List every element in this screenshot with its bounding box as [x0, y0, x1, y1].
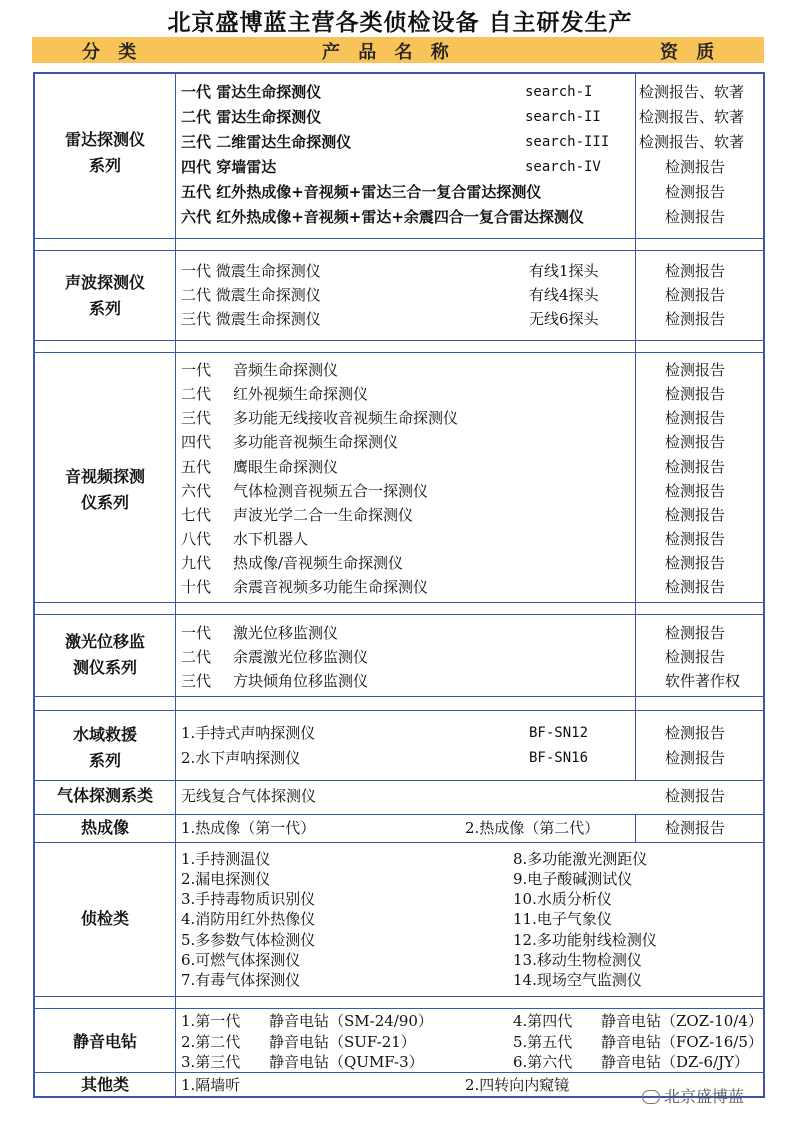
product-model: 有线4探头: [529, 286, 599, 304]
product-name: 三代 微震生命探测仪: [181, 310, 321, 328]
drill-name: 静音电钻（ZOZ-10/4）: [601, 1012, 763, 1030]
page-title: 北京盛博蓝主营各类侦检设备 自主研发生产: [167, 10, 633, 36]
drill-generation: 6.第六代: [513, 1053, 573, 1071]
product-name: 2.热成像（第二代）: [465, 819, 600, 837]
product-name: 三代 二维雷达生命探测仪: [181, 133, 352, 151]
product-model: BF-SN16: [529, 750, 589, 766]
list-item: 7.有毒气体探测仪: [181, 971, 301, 989]
header-product: 产 品 名 称: [322, 42, 455, 63]
list-item: 3.手持毒物质识别仪: [181, 890, 316, 908]
column-divider: [635, 74, 636, 780]
row-divider: [35, 696, 763, 697]
product-name: 1.热成像（第一代）: [181, 819, 316, 837]
product-name: 1.隔墙听: [181, 1076, 241, 1094]
product-qualification: 检测报告: [665, 482, 726, 500]
category-audio-video: 音视频探测 仪系列: [64, 467, 145, 512]
list-item: 9.电子酸碱测试仪: [513, 870, 633, 888]
category-gas: 气体探测系类: [56, 786, 153, 805]
drill-name: 静音电钻（SUF-21）: [269, 1033, 416, 1051]
product-model: BF-SN12: [529, 725, 589, 741]
product-generation: 六代: [181, 482, 212, 500]
product-qualification: 检测报告: [665, 554, 726, 572]
category-acoustic: 声波探测仪 系列: [64, 273, 145, 318]
row-divider: [35, 602, 763, 603]
product-qualification: 检测报告: [665, 208, 726, 226]
drill-generation: 2.第二代: [181, 1033, 241, 1051]
category-laser: 激光位移监 测仪系列: [64, 632, 145, 677]
product-generation: 八代: [181, 530, 212, 548]
table-header: [32, 37, 764, 63]
product-name: 一代 微震生命探测仪: [181, 262, 321, 280]
row-divider: [35, 614, 763, 615]
list-item: 1.手持测温仪: [181, 850, 271, 868]
product-name: 水下机器人: [233, 530, 309, 548]
product-generation: 一代: [181, 361, 212, 379]
product-qualification: 检测报告: [665, 409, 726, 427]
product-generation: 十代: [181, 578, 212, 596]
column-divider: [635, 814, 636, 842]
product-qualification: 检测报告: [665, 385, 726, 403]
product-qualification: 检测报告: [665, 819, 726, 837]
category-water-rescue: 水域救援 系列: [72, 725, 137, 770]
list-item: 11.电子气象仪: [513, 910, 612, 928]
list-item: 2.漏电探测仪: [181, 870, 271, 888]
product-generation: 四代: [181, 433, 212, 451]
product-qualification: 检测报告、软著: [639, 133, 745, 151]
product-qualification: 检测报告、软著: [639, 83, 745, 101]
product-name: 余震激光位移监测仪: [233, 648, 369, 666]
product-qualification: 检测报告: [665, 158, 726, 176]
row-divider: [35, 238, 763, 239]
product-qualification: 检测报告: [665, 724, 726, 742]
product-qualification: 检测报告: [665, 286, 726, 304]
category-silent-drill: 静音电钻: [72, 1032, 137, 1051]
product-name: 2.水下声呐探测仪: [181, 749, 301, 767]
row-divider: [35, 250, 763, 251]
product-qualification: 检测报告: [665, 578, 726, 596]
product-name: 无线复合气体探测仪: [181, 787, 317, 805]
row-divider: [35, 340, 763, 341]
drill-name: 静音电钻（SM-24/90）: [269, 1012, 433, 1030]
header-qualification: 资 质: [660, 42, 721, 63]
product-name: 鹰眼生命探测仪: [233, 458, 339, 476]
row-divider: [35, 996, 763, 997]
product-name: 1.手持式声呐探测仪: [181, 724, 316, 742]
list-item: 6.可燃气体探测仪: [181, 951, 301, 969]
product-name: 六代 红外热成像+音视频+雷达+余震四合一复合雷达探测仪: [181, 208, 584, 226]
list-item: 8.多功能激光测距仪: [513, 850, 648, 868]
watermark-text: 北京盛博蓝: [664, 1087, 745, 1106]
row-divider: [35, 842, 763, 843]
product-name: 音频生命探测仪: [233, 361, 339, 379]
drill-generation: 1.第一代: [181, 1012, 241, 1030]
product-name: 2.四转向内窥镜: [465, 1076, 570, 1094]
product-model: search-II: [525, 109, 601, 125]
drill-name: 静音电钻（FOZ-16/5）: [601, 1033, 763, 1051]
column-divider: [175, 74, 176, 1096]
list-item: 4.消防用红外热像仪: [181, 910, 316, 928]
product-name: 激光位移监测仪: [233, 624, 339, 642]
product-name: 四代 穿墙雷达: [181, 158, 277, 176]
product-name: 余震音视频多功能生命探测仪: [233, 578, 429, 596]
product-model: search-IV: [525, 159, 601, 175]
product-name: 五代 红外热成像+音视频+雷达三合一复合雷达探测仪: [181, 183, 542, 201]
product-name: 二代 微震生命探测仪: [181, 286, 321, 304]
product-model: search-I: [525, 84, 593, 100]
product-qualification: 检测报告: [665, 183, 726, 201]
product-qualification: 软件著作权: [665, 672, 741, 690]
list-item: 12.多功能射线检测仪: [513, 931, 657, 949]
product-name: 方块倾角位移监测仪: [233, 672, 369, 690]
category-detection: 侦检类: [80, 909, 129, 928]
product-qualification: 检测报告: [665, 749, 726, 767]
product-name: 声波光学二合一生命探测仪: [233, 506, 414, 524]
product-generation: 二代: [181, 648, 212, 666]
product-qualification: 检测报告: [665, 310, 726, 328]
product-model: 有线1探头: [529, 262, 599, 280]
product-name: 红外视频生命探测仪: [233, 385, 369, 403]
product-qualification: 检测报告: [665, 433, 726, 451]
drill-generation: 4.第四代: [513, 1012, 573, 1030]
row-divider: [35, 780, 763, 781]
product-qualification: 检测报告: [665, 458, 726, 476]
product-name: 热成像/音视频生命探测仪: [233, 554, 404, 572]
product-model: search-III: [525, 134, 610, 150]
product-name: 一代 雷达生命探测仪: [181, 83, 322, 101]
list-item: 14.现场空气监测仪: [513, 971, 642, 989]
row-divider: [35, 1008, 763, 1009]
row-divider: [35, 352, 763, 353]
product-generation: 一代: [181, 624, 212, 642]
product-generation: 二代: [181, 385, 212, 403]
product-generation: 五代: [181, 458, 212, 476]
header-category: 分 类: [82, 42, 143, 63]
product-generation: 七代: [181, 506, 212, 524]
drill-name: 静音电钻（DZ-6/JY）: [601, 1053, 750, 1071]
category-other: 其他类: [80, 1075, 129, 1094]
product-qualification: 检测报告: [665, 506, 726, 524]
drill-name: 静音电钻（QUMF-3）: [269, 1053, 424, 1071]
product-generation: 九代: [181, 554, 212, 572]
watermark: [642, 1084, 744, 1107]
list-item: 5.多参数气体检测仪: [181, 931, 316, 949]
drill-generation: 3.第三代: [181, 1053, 241, 1071]
wechat-icon: [642, 1090, 660, 1104]
product-name: 多功能无线接收音视频生命探测仪: [233, 409, 459, 427]
product-qualification: 检测报告: [665, 787, 726, 805]
product-qualification: 检测报告、软著: [639, 108, 745, 126]
product-qualification: 检测报告: [665, 361, 726, 379]
product-name: 气体检测音视频五合一探测仪: [233, 482, 429, 500]
product-name: 多功能音视频生命探测仪: [233, 433, 399, 451]
category-thermal: 热成像: [80, 818, 129, 837]
product-model: 无线6探头: [529, 310, 599, 328]
product-table: [33, 72, 765, 1098]
row-divider: [35, 710, 763, 711]
list-item: 13.移动生物检测仪: [513, 951, 642, 969]
product-generation: 三代: [181, 672, 212, 690]
product-name: 二代 雷达生命探测仪: [181, 108, 322, 126]
list-item: 10.水质分析仪: [513, 890, 612, 908]
drill-generation: 5.第五代: [513, 1033, 573, 1051]
product-generation: 三代: [181, 409, 212, 427]
category-radar: 雷达探测仪 系列: [64, 130, 145, 175]
product-qualification: 检测报告: [665, 262, 726, 280]
product-qualification: 检测报告: [665, 648, 726, 666]
product-qualification: 检测报告: [665, 624, 726, 642]
product-qualification: 检测报告: [665, 530, 726, 548]
